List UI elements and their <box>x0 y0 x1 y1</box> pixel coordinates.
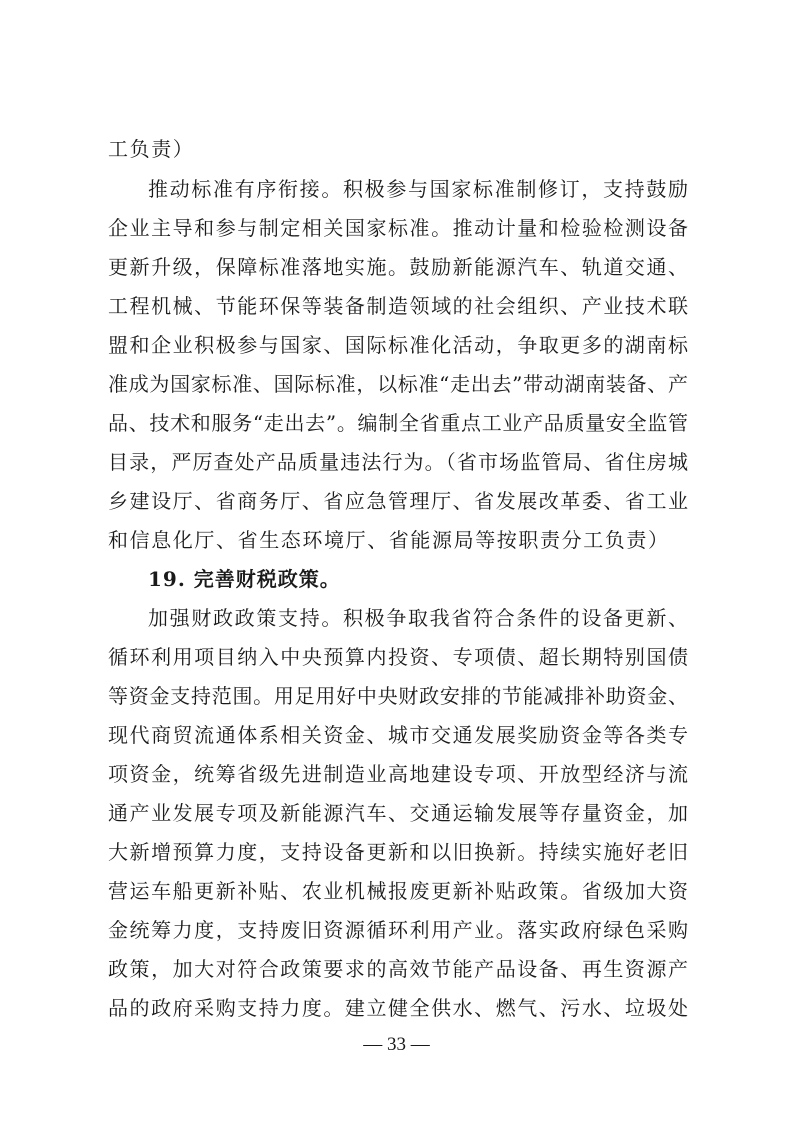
text-line: 目录，严厉查处产品质量违法行为。（省市场监管局、省住房城 <box>108 450 688 474</box>
text-line: 品的政府采购支持力度。建立健全供水、燃气、污水、垃圾处 <box>108 996 688 1020</box>
text-line: 现代商贸流通体系相关资金、城市交通发展奖励资金等各类专 <box>108 723 688 747</box>
text-line: 金统筹力度，支持废旧资源循环利用产业。落实政府绿色采购 <box>108 918 688 942</box>
paragraph-start-line: 推动标准有序衔接。积极参与国家标准制修订，支持鼓励 <box>148 177 688 201</box>
text-line: 政策，加大对符合政策要求的高效节能产品设备、再生资源产 <box>108 957 688 981</box>
text-line: 等资金支持范围。用足用好中央财政安排的节能减排补助资金、 <box>108 684 688 708</box>
text-line: 工程机械、节能环保等装备制造领域的社会组织、产业技术联 <box>108 294 688 318</box>
text-line: 更新升级，保障标准落地实施。鼓励新能源汽车、轨道交通、 <box>108 255 688 279</box>
text-line: 大新增预算力度，支持设备更新和以旧换新。持续实施好老旧 <box>108 840 688 864</box>
page-number: — 33 — <box>363 1034 430 1055</box>
paragraph-start-line: 加强财政政策支持。积极争取我省符合条件的设备更新、 <box>148 606 688 630</box>
text-line: 企业主导和参与制定相关国家标准。推动计量和检验检测设备 <box>108 216 688 240</box>
text-line: 准成为国家标准、国际标准，以标准“走出去”带动湖南装备、产 <box>108 372 688 396</box>
section-heading: 19. 完善财税政策。 <box>148 567 341 591</box>
text-line: 和信息化厅、省生态环境厅、省能源局等按职责分工负责） <box>108 528 670 552</box>
text-line: 品、技术和服务“走出去”。编制全省重点工业产品质量安全监管 <box>108 411 688 435</box>
text-line: 营运车船更新补贴、农业机械报废更新补贴政策。省级加大资 <box>108 879 688 903</box>
text-line: 乡建设厅、省商务厅、省应急管理厅、省发展改革委、省工业 <box>108 489 688 513</box>
text-line: 盟和企业积极参与国家、国际标准化活动，争取更多的湖南标 <box>108 333 688 357</box>
text-line: 项资金，统筹省级先进制造业高地建设专项、开放型经济与流 <box>108 762 688 786</box>
text-line: 循环利用项目纳入中央预算内投资、专项债、超长期特别国债 <box>108 645 688 669</box>
text-line: 工负责） <box>108 137 195 161</box>
text-line: 通产业发展专项及新能源汽车、交通运输发展等存量资金，加 <box>108 801 688 825</box>
